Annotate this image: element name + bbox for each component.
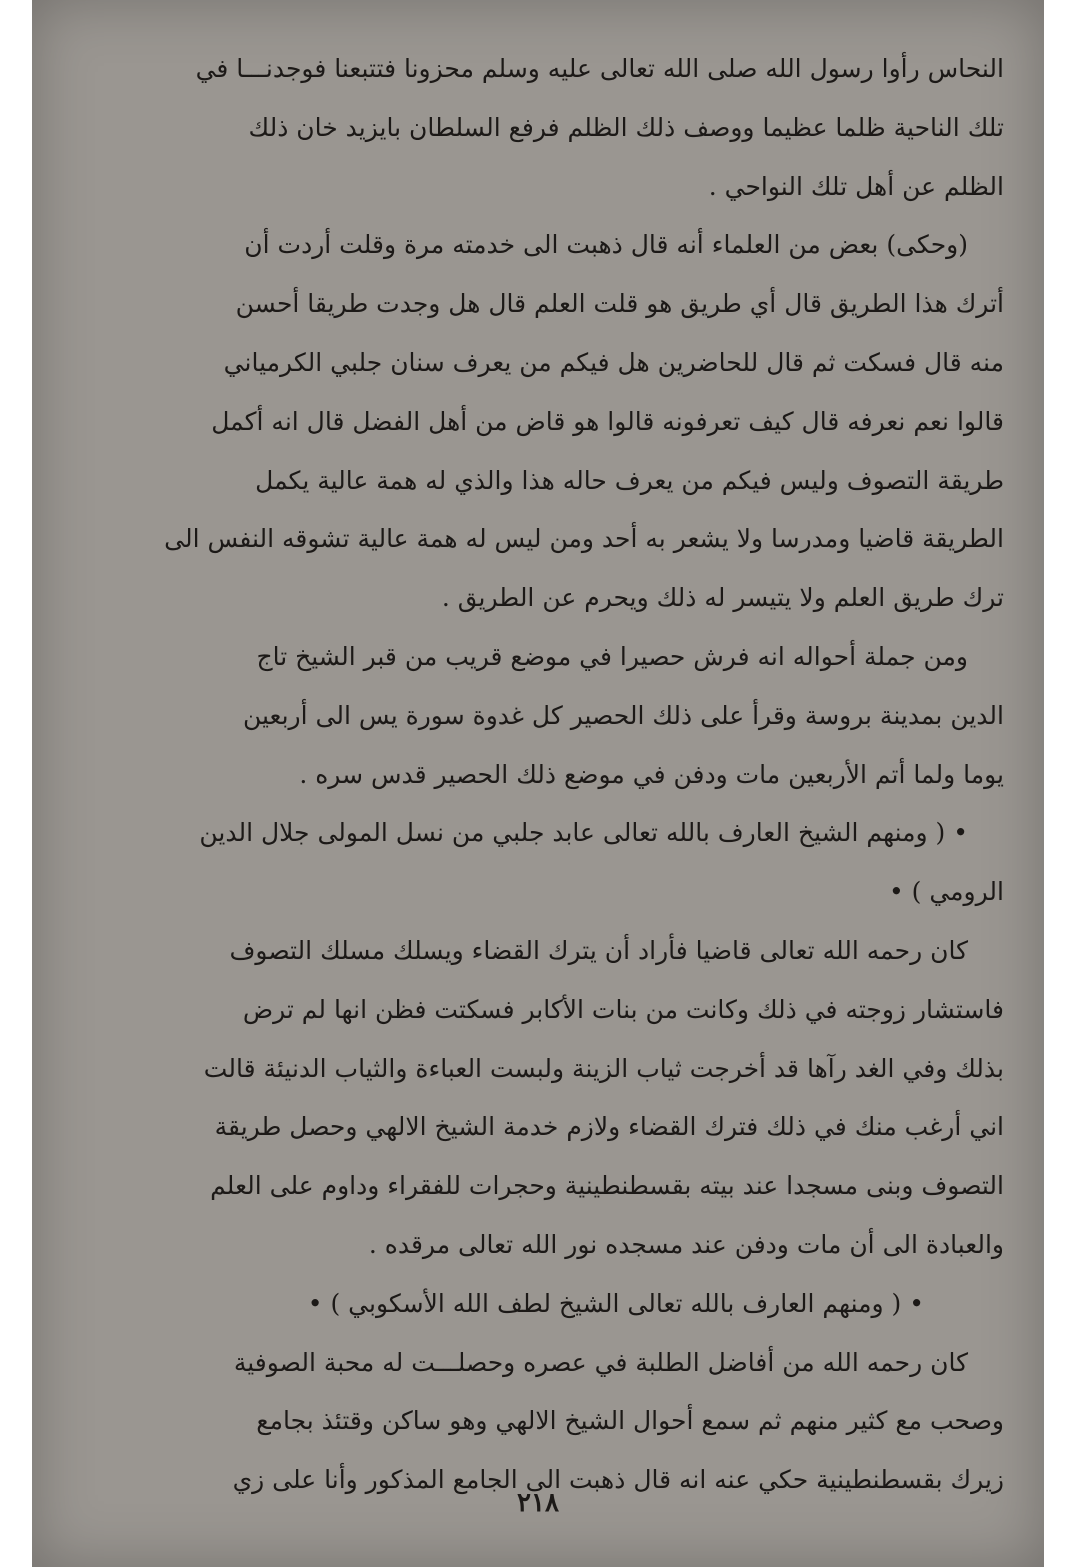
text-line: النحاس رأوا رسول الله صلى الله تعالى عليه وسلم محزونا فتتبعنا فوجدنـــا في <box>195 54 1004 83</box>
text-line: التصوف وبنى مسجدا عند بيته بقسطنطينية وحجرات للفقراء وداوم على العلم <box>210 1171 1004 1201</box>
text-line: تلك الناحية ظلما عظيما ووصف ذلك الظلم فرفع السلطان بايزيد خان ذلك <box>248 112 1004 142</box>
text-line: كان رحمه الله من أفاضل الطلبة في عصره وحصلـــت له محبة الصوفية <box>233 1347 968 1377</box>
text-line: زيرك بقسطنطينية حكي عنه انه قال ذهبت الى الجامع المذكور وأنا على زي <box>232 1465 1004 1495</box>
page-number: ٢١٨ <box>517 1488 559 1518</box>
page-text <box>102 40 1004 1510</box>
section-heading: • ( ومنهم العارف بالله تعالى الشيخ لطف الله الأسكوبي ) • <box>307 1288 924 1318</box>
book-page <box>32 0 1044 1567</box>
text-line: وصحب مع كثير منهم ثم سمع أحوال الشيخ الالهي وهو ساكن وقتئذ بجامع <box>256 1406 1004 1436</box>
text-line: كان رحمه الله تعالى قاضيا فأراد أن يترك القضاء ويسلك مسلك التصوف <box>229 935 968 965</box>
text-line: طريقة التصوف وليس فيكم من يعرف حاله هذا والذي له همة عالية يكمل <box>255 465 1004 495</box>
text-line: منه قال فسكت ثم قال للحاضرين هل فيكم من يعرف سنان جلبي الكرمياني <box>223 347 1004 377</box>
section-heading: • ( ومنهم الشيخ العارف بالله تعالى عابد جلبي من نسل المولى جلال الدين <box>199 818 968 848</box>
text-line: ومن جملة أحواله انه فرش حصيرا في موضع قريب من قبر الشيخ تاج <box>256 641 968 671</box>
text-line: أترك هذا الطريق قال أي طريق هو قلت العلم قال هل وجدت طريقا أحسن <box>235 289 1004 319</box>
text-line: يوما ولما أتم الأربعين مات ودفن في موضع ذلك الحصير قدس سره . <box>299 759 1004 789</box>
text-line: الدين بمدينة بروسة وقرأ على ذلك الحصير كل غدوة سورة يس الى أربعين <box>242 700 1004 730</box>
text-line: قالوا نعم نعرفه قال كيف تعرفونه قالوا هو قاض من أهل الفضل قال انه أكمل <box>211 406 1004 436</box>
text-line: بذلك وفي الغد رآها قد أخرجت ثياب الزينة ولبست العباءة والثياب الدنيئة قالت <box>203 1053 1004 1083</box>
text-line: والعبادة الى أن مات ودفن عند مسجده نور الله تعالى مرقده . <box>368 1229 1004 1259</box>
text-line: (وحكى) بعض من العلماء أنه قال ذهبت الى خدمته مرة وقلت أردت أن <box>244 230 968 260</box>
text-line: فاستشار زوجته في ذلك وكانت من بنات الأكابر فسكتت فظن انها لم ترض <box>242 994 1004 1024</box>
text-line: اني أرغب منك في ذلك فترك القضاء ولازم خدمة الشيخ الالهي وحصل طريقة <box>214 1112 1004 1142</box>
section-heading: الرومي ) • <box>888 877 1004 907</box>
text-line: الطريقة قاضيا ومدرسا ولا يشعر به أحد ومن ليس له همة عالية تشوقه النفس الى <box>164 524 1004 554</box>
text-line: ترك طريق العلم ولا يتيسر له ذلك ويحرم عن الطريق . <box>441 583 1004 613</box>
text-line: الظلم عن أهل تلك النواحي . <box>708 171 1004 201</box>
